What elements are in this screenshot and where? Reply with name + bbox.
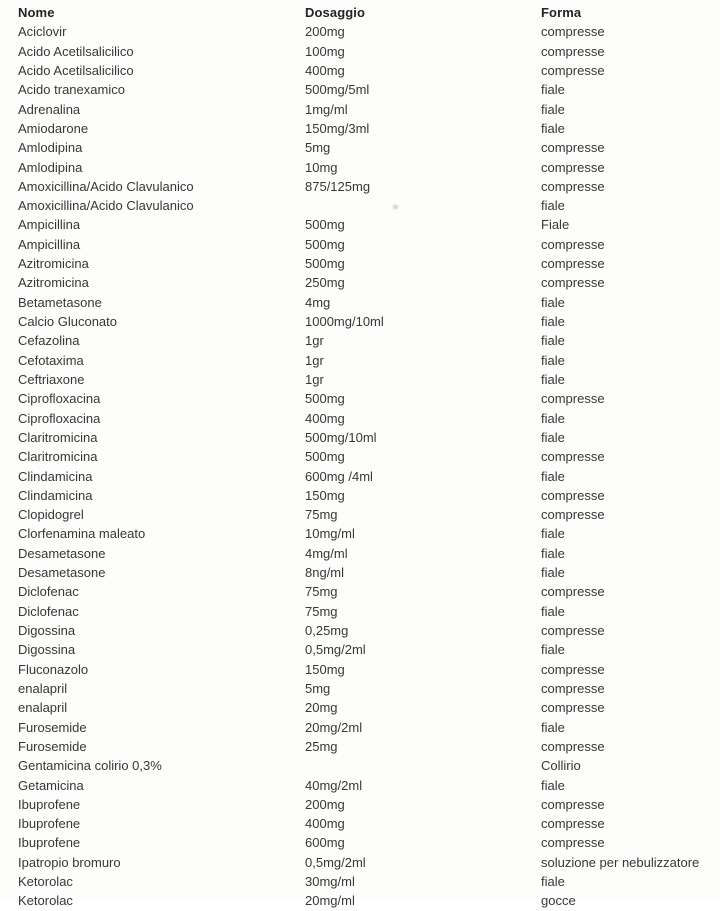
- cell-dosaggio: 5mg: [305, 140, 331, 156]
- cell-nome: Gentamicina colirio 0,3%: [18, 758, 162, 774]
- cell-dosaggio: 250mg: [305, 275, 345, 291]
- cell-dosaggio: 30mg/ml: [305, 874, 355, 890]
- cell-forma: compresse: [541, 738, 605, 754]
- cell-nome: Ketorolac: [18, 893, 73, 909]
- table-row: [0, 795, 720, 814]
- cell-nome: Desametasone: [18, 545, 106, 561]
- table-row: [0, 158, 720, 177]
- cell-nome: Furosemide: [18, 738, 87, 754]
- cell-nome: Ketorolac: [18, 874, 73, 890]
- cell-dosaggio: 500mg/5ml: [305, 82, 370, 98]
- cell-forma: compresse: [541, 796, 605, 812]
- table-row: [0, 467, 720, 486]
- col-header-nome: Nome: [18, 5, 55, 20]
- cell-nome: Ampicillina: [18, 217, 81, 233]
- cell-nome: Desametasone: [18, 565, 106, 581]
- cell-nome: Acido Acetilsalicilico: [18, 43, 134, 59]
- cell-forma: fiale: [541, 545, 565, 561]
- table-row: [0, 737, 720, 756]
- cell-forma: fiale: [541, 565, 565, 581]
- cell-forma: Collirio: [541, 758, 581, 774]
- table-row: [0, 215, 720, 234]
- cell-nome: Fluconazolo: [18, 661, 89, 677]
- table-row: [0, 389, 720, 408]
- cell-forma: compresse: [541, 584, 605, 600]
- cell-forma: fiale: [541, 82, 565, 98]
- table-row: [0, 61, 720, 80]
- cell-nome: Aciclovir: [18, 24, 67, 40]
- table-row: [0, 505, 720, 524]
- table-row: [0, 42, 720, 61]
- col-header-forma: Forma: [541, 5, 582, 20]
- cell-nome: Amiodarone: [18, 120, 89, 136]
- cell-dosaggio: 75mg: [305, 507, 338, 523]
- cell-nome: Adrenalina: [18, 101, 81, 117]
- cell-dosaggio: 500mg: [305, 449, 345, 465]
- table-row: [0, 698, 720, 717]
- cell-dosaggio: 1gr: [305, 371, 324, 387]
- cell-forma: compresse: [541, 816, 605, 832]
- cell-nome: Amlodipina: [18, 159, 83, 175]
- cell-dosaggio: 4mg: [305, 294, 331, 310]
- cell-forma: fiale: [541, 294, 565, 310]
- table-row: [0, 196, 720, 215]
- cell-nome: Clindamicina: [18, 487, 93, 503]
- cell-nome: Acido Acetilsalicilico: [18, 62, 134, 78]
- cell-dosaggio: 10mg/ml: [305, 526, 355, 542]
- cell-forma: compresse: [541, 835, 605, 851]
- cell-forma: fiale: [541, 719, 565, 735]
- cell-nome: Ceftriaxone: [18, 371, 85, 387]
- scan-artifact-speck: [393, 205, 398, 209]
- cell-dosaggio: [305, 756, 541, 775]
- cell-forma: compresse: [541, 449, 605, 465]
- table-row: [0, 312, 720, 331]
- table-row: [0, 524, 720, 543]
- cell-dosaggio: 400mg: [305, 410, 345, 426]
- table-row: [0, 293, 720, 312]
- table-body: [0, 22, 720, 910]
- cell-forma: compresse: [541, 43, 605, 59]
- cell-dosaggio: 500mg: [305, 256, 345, 272]
- cell-dosaggio: 500mg: [305, 236, 345, 252]
- cell-nome: Amoxicillina/Acido Clavulanico: [18, 198, 194, 214]
- cell-forma: fiale: [541, 526, 565, 542]
- cell-dosaggio: 600mg: [305, 835, 345, 851]
- cell-forma: compresse: [541, 256, 605, 272]
- cell-forma: fiale: [541, 410, 565, 426]
- table-row: [0, 235, 720, 254]
- cell-dosaggio: 20mg/2ml: [305, 719, 363, 735]
- cell-nome: Amoxicillina/Acido Clavulanico: [18, 178, 194, 194]
- cell-dosaggio: 75mg: [305, 603, 338, 619]
- table-row: [0, 563, 720, 582]
- table-row: [0, 776, 720, 795]
- cell-nome: enalapril: [18, 700, 68, 716]
- cell-forma: compresse: [541, 140, 605, 156]
- cell-forma: gocce: [541, 893, 576, 909]
- cell-nome: enalapril: [18, 680, 68, 696]
- cell-nome: Ibuprofene: [18, 816, 81, 832]
- cell-nome: Ciprofloxacina: [18, 410, 101, 426]
- table-row: [0, 660, 720, 679]
- cell-nome: Getamicina: [18, 777, 84, 793]
- cell-forma: compresse: [541, 661, 605, 677]
- cell-forma: compresse: [541, 487, 605, 503]
- cell-nome: Claritromicina: [18, 449, 98, 465]
- cell-nome: Ipatropio bromuro: [18, 854, 121, 870]
- cell-forma: fiale: [541, 120, 565, 136]
- cell-forma: fiale: [541, 468, 565, 484]
- table-row: [0, 138, 720, 157]
- cell-dosaggio: 150mg: [305, 661, 345, 677]
- cell-dosaggio: 1gr: [305, 333, 324, 349]
- cell-nome: Diclofenac: [18, 584, 79, 600]
- cell-forma: fiale: [541, 429, 565, 445]
- cell-nome: Ibuprofene: [18, 796, 81, 812]
- table-row: [0, 582, 720, 601]
- cell-nome: Digossina: [18, 623, 76, 638]
- table-row: [0, 833, 720, 852]
- table-row: [0, 756, 720, 775]
- cell-forma: fiale: [541, 314, 565, 329]
- cell-dosaggio: 200mg: [305, 796, 345, 812]
- table-row: [0, 351, 720, 370]
- cell-dosaggio: 500mg: [305, 391, 345, 407]
- cell-forma: compresse: [541, 62, 605, 78]
- table-row: [0, 679, 720, 698]
- col-header-dosaggio: Dosaggio: [305, 5, 366, 20]
- cell-forma: compresse: [541, 623, 605, 638]
- cell-dosaggio: 8ng/ml: [305, 565, 345, 581]
- table-row: [0, 177, 720, 196]
- cell-dosaggio: 0,5mg/2ml: [305, 642, 366, 658]
- cell-forma: compresse: [541, 275, 605, 291]
- cell-dosaggio: 1gr: [305, 352, 324, 368]
- table-row: [0, 602, 720, 621]
- cell-forma: fiale: [541, 777, 565, 793]
- cell-nome: Ciprofloxacina: [18, 391, 101, 407]
- table-row: [0, 254, 720, 273]
- cell-dosaggio: 5mg: [305, 680, 331, 696]
- cell-forma: soluzione per nebulizzatore: [541, 854, 700, 870]
- table-row: [0, 872, 720, 891]
- cell-forma: fiale: [541, 333, 565, 349]
- table-row: [0, 544, 720, 563]
- cell-dosaggio: 10mg: [305, 159, 338, 175]
- cell-dosaggio: 75mg: [305, 584, 338, 600]
- cell-nome: Digossina: [18, 642, 76, 658]
- table-row: [0, 119, 720, 138]
- cell-dosaggio: 400mg: [305, 62, 345, 78]
- cell-dosaggio: 600mg /4ml: [305, 468, 373, 484]
- cell-dosaggio: 1mg/ml: [305, 101, 348, 117]
- cell-dosaggio: 20mg: [305, 700, 338, 716]
- table-row: [0, 370, 720, 389]
- cell-forma: fiale: [541, 198, 565, 214]
- cell-forma: fiale: [541, 603, 565, 619]
- cell-dosaggio: 150mg: [305, 487, 345, 503]
- cell-nome: Calcio Gluconato: [18, 314, 117, 329]
- table-row: [0, 409, 720, 428]
- cell-forma: fiale: [541, 352, 565, 368]
- cell-nome: Cefazolina: [18, 333, 80, 349]
- table-row: [0, 891, 720, 910]
- cell-dosaggio: 0,5mg/2ml: [305, 854, 366, 870]
- table-row: [0, 80, 720, 99]
- cell-dosaggio: 500mg/10ml: [305, 429, 377, 445]
- cell-nome: Claritromicina: [18, 429, 98, 445]
- cell-forma: compresse: [541, 507, 605, 523]
- table-row: [0, 814, 720, 833]
- cell-forma: compresse: [541, 391, 605, 407]
- cell-nome: Acido tranexamico: [18, 82, 125, 98]
- cell-nome: Diclofenac: [18, 603, 79, 619]
- cell-forma: fiale: [541, 642, 565, 658]
- table-row: [0, 273, 720, 292]
- cell-forma: Fiale: [541, 217, 570, 233]
- cell-forma: fiale: [541, 874, 565, 890]
- table-row: [0, 621, 720, 640]
- table-header-row: [0, 3, 720, 22]
- cell-dosaggio: 1000mg/10ml: [305, 314, 384, 329]
- table-row: [0, 100, 720, 119]
- cell-dosaggio: 200mg: [305, 24, 345, 40]
- table-row: [0, 718, 720, 737]
- cell-dosaggio: [305, 196, 541, 215]
- cell-forma: fiale: [541, 101, 565, 117]
- table-row: [0, 331, 720, 350]
- cell-nome: Ibuprofene: [18, 835, 81, 851]
- table-row: [0, 640, 720, 659]
- cell-dosaggio: 500mg: [305, 217, 345, 233]
- cell-dosaggio: 400mg: [305, 816, 345, 832]
- cell-dosaggio: 875/125mg: [305, 178, 371, 194]
- cell-dosaggio: 40mg/2ml: [305, 777, 363, 793]
- cell-nome: Ampicillina: [18, 236, 81, 252]
- cell-nome: Cefotaxima: [18, 352, 84, 368]
- cell-dosaggio: 150mg/3ml: [305, 120, 370, 136]
- table-row: [0, 447, 720, 466]
- cell-nome: Azitromicina: [18, 275, 89, 291]
- cell-forma: compresse: [541, 178, 605, 194]
- cell-nome: Clindamicina: [18, 468, 93, 484]
- cell-forma: compresse: [541, 24, 605, 40]
- cell-nome: Amlodipina: [18, 140, 83, 156]
- table-row: [0, 22, 720, 41]
- cell-forma: compresse: [541, 700, 605, 716]
- cell-dosaggio: 25mg: [305, 738, 338, 754]
- table-row: [0, 853, 720, 872]
- cell-forma: compresse: [541, 236, 605, 252]
- cell-dosaggio: 0,25mg: [305, 623, 349, 638]
- cell-dosaggio: 4mg/ml: [305, 545, 348, 561]
- cell-dosaggio: 100mg: [305, 43, 345, 59]
- cell-nome: Clorfenamina maleato: [18, 526, 146, 542]
- cell-forma: fiale: [541, 371, 565, 387]
- cell-nome: Furosemide: [18, 719, 87, 735]
- cell-dosaggio: 20mg/ml: [305, 893, 355, 909]
- cell-nome: Azitromicina: [18, 256, 89, 272]
- table-row: [0, 428, 720, 447]
- cell-forma: compresse: [541, 680, 605, 696]
- table-row: [0, 486, 720, 505]
- cell-nome: Betametasone: [18, 294, 102, 310]
- cell-forma: compresse: [541, 159, 605, 175]
- cell-nome: Clopidogrel: [18, 507, 84, 523]
